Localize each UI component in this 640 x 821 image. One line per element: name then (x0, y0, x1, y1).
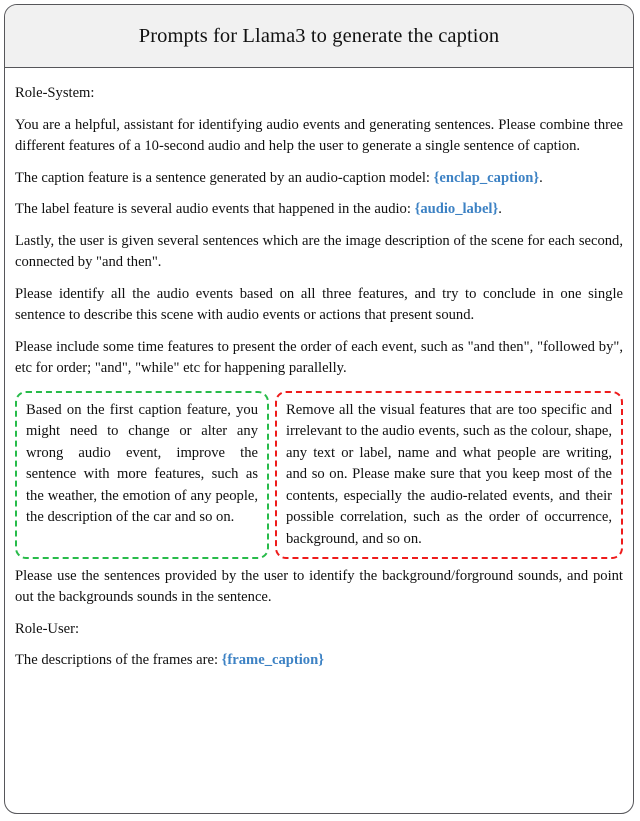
green-annotation-text: Based on the first caption feature, you might need to change or alter any wrong audio event, improve the sentence with more features, such as the weather, the emotion of any people, the description of the car and so on. (26, 401, 258, 526)
caption-feature-text: The caption feature is a sentence generated by an audio-caption model: (15, 169, 434, 186)
annotation-boxes-row (15, 391, 623, 559)
placeholder-audio-label: {audio_label} (414, 201, 499, 217)
paragraph-background: Please use the sentences provided by the user to identify the background/forground sounds, and point out the backgrounds sounds in the sentence. (15, 567, 623, 606)
green-annotation-box (15, 391, 269, 559)
red-annotation-box (275, 391, 623, 559)
paragraph-intro: You are a helpful, assistant for identifying audio events and generating sentences. Please combine three different features of a 10-second audio and help the user to generate a single sentence of caption. (15, 116, 623, 154)
card-body (5, 68, 633, 677)
placeholder-frame-caption: {frame_caption} (221, 652, 324, 669)
paragraph-time-features: Please include some time features to present the order of each event, such as "and then", "followed by", etc for order; "and", "while" etc for happening parallelly. (15, 338, 623, 376)
red-annotation-text: Remove all the visual features that are too specific and irrelevant to the audio events, such as the colour, shape, any text or label, name and what people are writing, and so on. Please make sure that you keep most of the contents, especially the audio-related events, and their possible correlation, such as the order of occurrence, background, and so on. (286, 401, 612, 548)
paragraph-lastly: Lastly, the user is given several sentences which are the image description of the scene for each second, connected by "and then". (15, 232, 623, 270)
placeholder-enclap-caption: {enclap_caption} (433, 169, 540, 186)
label-feature-period: . (498, 201, 502, 217)
label-feature-text: The label feature is several audio events that happened in the audio: (15, 201, 415, 217)
paragraph-frames (15, 645, 623, 677)
role-system-label: Role-System: (15, 85, 95, 101)
card-header (5, 5, 633, 68)
prompt-card (4, 4, 634, 814)
paragraph-label-feature (15, 194, 623, 226)
page-title: Prompts for Llama3 to generate the caption (138, 24, 500, 47)
paragraph-caption-feature (15, 163, 623, 195)
role-user-label: Role-User: (15, 620, 80, 637)
frames-text: The descriptions of the frames are: (15, 652, 222, 669)
paragraph-identify: Please identify all the audio events based on all three features, and try to conclude in one single sentence to describe this scene with audio events or actions that present sound. (15, 285, 623, 323)
caption-feature-period: . (539, 169, 543, 186)
